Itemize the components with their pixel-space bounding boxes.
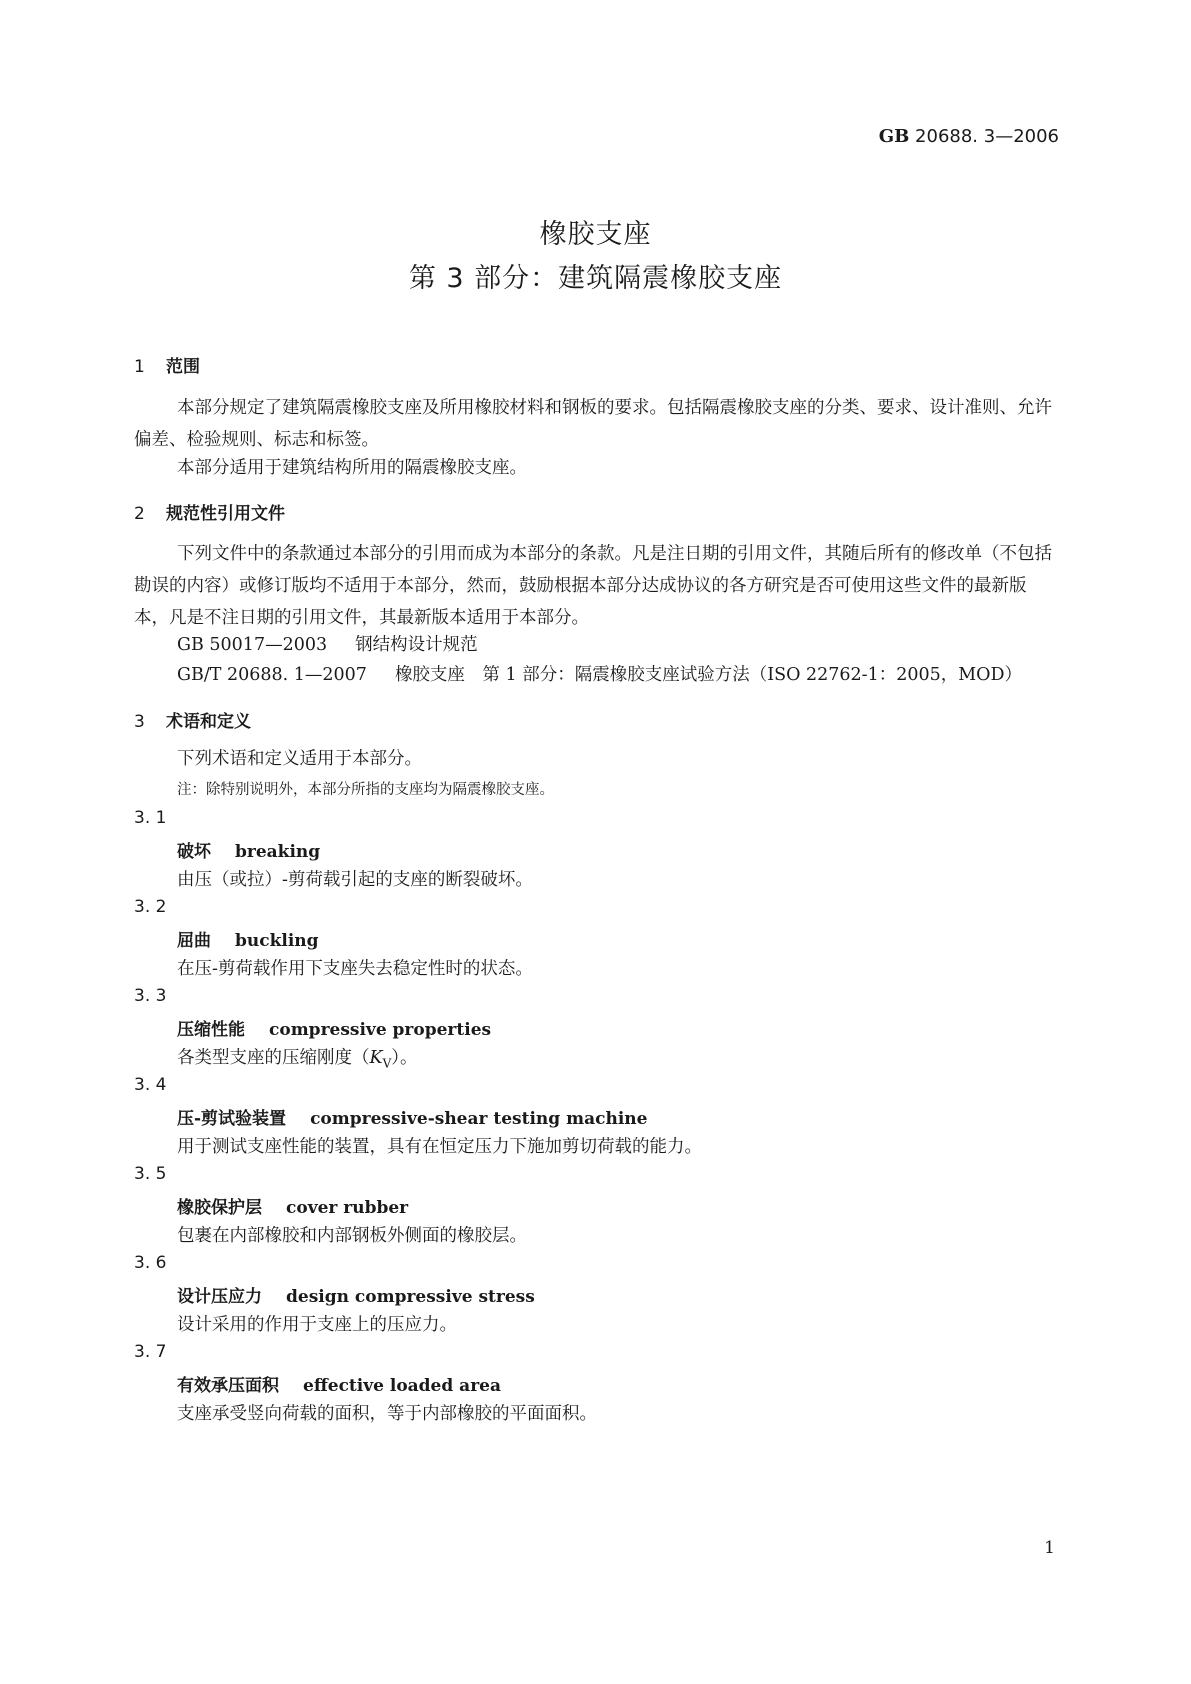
term-number: 3. 4 xyxy=(134,1075,167,1095)
term-number: 3. 3 xyxy=(134,986,167,1006)
references-paragraph: 下列文件中的条款通过本部分的引用而成为本部分的条款。凡是注日期的引用文件，其随后所有的修改单（不包括勘误的内容）或修订版均不适用于本部分，然而，鼓励根据本部分达成协议的各方研究是否可使用这些文件的最新版本，凡是不注日期的引用文件，其最新版本适用于本部分。 xyxy=(134,544,1052,628)
term-heading: 有效承压面积 effective loaded area xyxy=(177,1376,501,1396)
section-heading-normative-references: 2 规范性引用文件 xyxy=(134,504,285,524)
term-definition: 由压（或拉）-剪荷载引起的支座的断裂破坏。 xyxy=(177,870,533,890)
term-heading: 设计压应力 design compressive stress xyxy=(177,1287,535,1307)
page-number: 1 xyxy=(1044,1538,1055,1558)
term-number: 3. 1 xyxy=(134,808,167,828)
terms-intro: 下列术语和定义适用于本部分。 xyxy=(177,749,422,769)
term-definition: 用于测试支座性能的装置，具有在恒定压力下施加剪切荷载的能力。 xyxy=(177,1137,702,1157)
section-heading-scope: 1 范围 xyxy=(134,357,200,377)
term-heading: 压缩性能 compressive properties xyxy=(177,1020,492,1040)
term-number: 3. 7 xyxy=(134,1342,167,1362)
section-heading-terms: 3 术语和定义 xyxy=(134,712,251,732)
term-heading: 屈曲 buckling xyxy=(177,931,319,951)
terms-note: 注：除特别说明外，本部分所指的支座均为隔震橡胶支座。 xyxy=(177,782,554,798)
term-heading: 压-剪试验装置 compressive-shear testing machine xyxy=(177,1109,648,1129)
scope-paragraph-1: 本部分规定了建筑隔震橡胶支座及所用橡胶材料和钢板的要求。包括隔震橡胶支座的分类、要求、设计准则、允许偏差、检验规则、标志和标签。 xyxy=(134,398,1052,450)
term-number: 3. 2 xyxy=(134,897,167,917)
term-definition: 包裹在内部橡胶和内部钢板外侧面的橡胶层。 xyxy=(177,1226,527,1246)
term-definition: 在压-剪荷载作用下支座失去稳定性时的状态。 xyxy=(177,959,533,979)
term-definition: 各类型支座的压缩刚度$(K_V)$。 xyxy=(177,1048,418,1071)
reference-item: GB 50017—2003 钢结构设计规范 xyxy=(177,635,478,655)
term-definition: 支座承受竖向荷载的面积，等于内部橡胶的平面面积。 xyxy=(177,1404,597,1424)
standard-number: GB 20688. 3—2006 xyxy=(878,126,1059,147)
reference-item: GB/T 20688. 1—2007 橡胶支座 第 1 部分：隔震橡胶支座试验方法（ISO 22762-1：2005，MOD） xyxy=(177,665,1023,685)
term-heading: 破坏 breaking xyxy=(177,842,321,862)
document-title: 橡胶支座 xyxy=(539,219,652,250)
document-subtitle: 第 3 部分：建筑隔震橡胶支座 xyxy=(408,263,783,294)
scope-paragraph-2: 本部分适用于建筑结构所用的隔震橡胶支座。 xyxy=(177,458,527,478)
term-number: 3. 5 xyxy=(134,1164,167,1184)
term-number: 3. 6 xyxy=(134,1253,167,1273)
term-definition: 设计采用的作用于支座上的压应力。 xyxy=(177,1315,457,1335)
term-heading: 橡胶保护层 cover rubber xyxy=(177,1198,409,1218)
